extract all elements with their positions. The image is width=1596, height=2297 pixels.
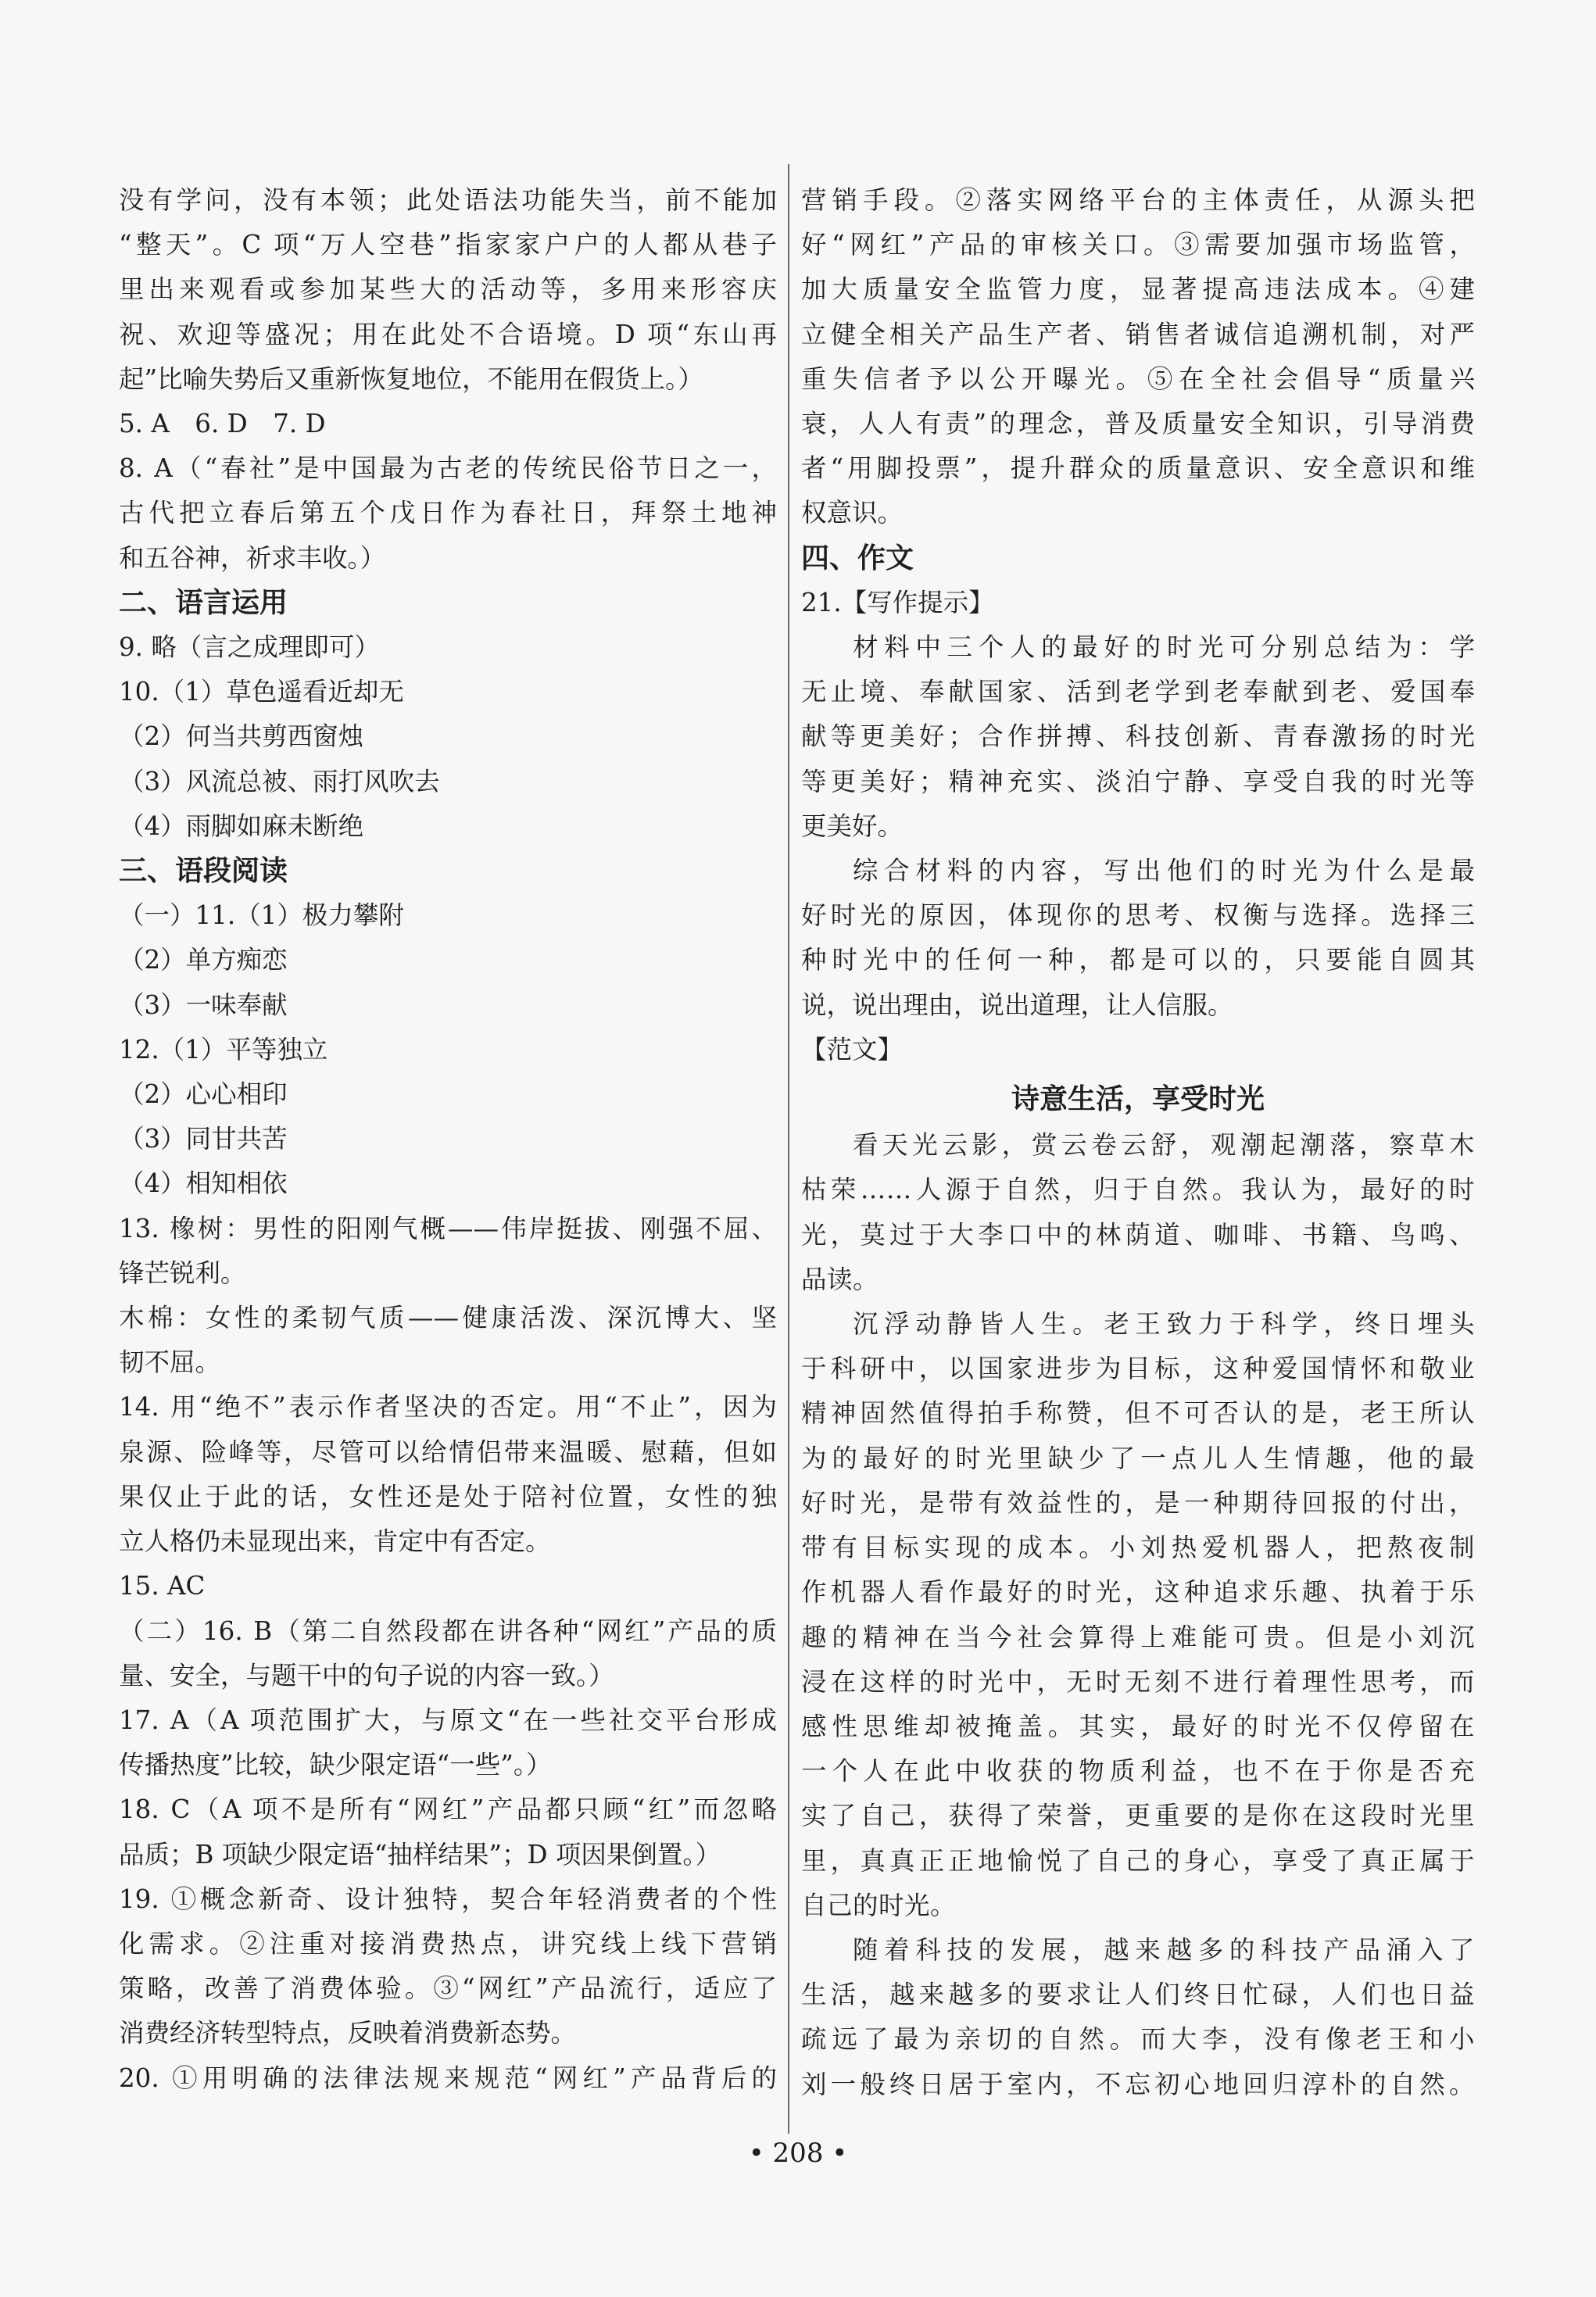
- text-line: 衰，人人有责”的理念，普及质量安全知识，引导消费: [801, 409, 1475, 439]
- answer-5-7: 5. A 6. D 7. D: [119, 409, 326, 439]
- text-line: 材料中三个人的最好的时光可分别总结为：学: [853, 632, 1475, 663]
- text-line: 里，真真正正地愉悦了自己的身心，享受了真正属于: [801, 1845, 1475, 1876]
- text-line: 浸在这样的时光中，无时无刻不进行着理性思考，而: [801, 1666, 1475, 1697]
- text-line: 没有学问，没有本领；此处语法功能失当，前不能加: [119, 185, 777, 215]
- answer-21: 21.【写作提示】: [801, 587, 994, 617]
- answer-19: 19. ①概念新奇、设计独特，契合年轻消费者的个性: [119, 1884, 777, 1914]
- text-line: 趣的精神在当今社会算得上难能可贵。但是小刘沉: [801, 1622, 1475, 1652]
- text-line: 生活，越来越多的要求让人们终日忙碌，人们也日益: [801, 1980, 1475, 2010]
- sample-essay: [801, 1123, 1475, 2106]
- sample-essay-label: 【范文】: [801, 1034, 904, 1064]
- text-line: （3）同甘共苦: [119, 1124, 288, 1154]
- text-line: 加大质量安全监管力度，显著提高违法成本。④建: [801, 274, 1475, 305]
- text-line: 木棉：女性的柔韧气质——健康活泼、深沉博大、坚: [119, 1303, 777, 1333]
- essay-title: 诗意生活，享受时光: [1011, 1083, 1265, 1116]
- text-line: （4）相知相依: [119, 1168, 288, 1199]
- text-line: （2）单方痴恋: [119, 945, 288, 975]
- text-line: 消费经济转型特点，反映着消费新态势。: [119, 2018, 577, 2048]
- text-line: 自己的时光。: [801, 1890, 957, 1920]
- text-line: 立人格仍未显现出来，肯定中有否定。: [119, 1526, 551, 1557]
- text-line: 献等更美好；合作拼搏、科技创新、青春激扬的时光: [801, 721, 1475, 752]
- text-line: 泉源、险峰等，尽管可以给情侣带来温暖、慰藉，但如: [119, 1437, 777, 1467]
- text-line: 古代把立春后第五个戊日作为春社日，拜祭土地神: [119, 498, 777, 528]
- section-heading-3: 三、语段阅读: [119, 855, 288, 888]
- text-line: 为的最好的时光里缺少了一点儿人生情趣，他的最: [801, 1443, 1475, 1473]
- text-line: 无止境、奉献国家、活到老学到老奉献到老、爱国奉: [801, 677, 1475, 707]
- text-line: 好时光的原因，体现你的思考、权衡与选择。选择三: [801, 900, 1475, 931]
- text-line: 化需求。②注重对接消费热点，讲究线上线下营销: [119, 1928, 777, 1959]
- text-line: 说，说出理由，说出道理，让人信服。: [801, 989, 1233, 1020]
- text-line: 精神固然值得拍手称赞，但不可否认的是，老王所认: [801, 1398, 1475, 1429]
- text-line: 带有目标实现的成本。小刘热爱机器人，把熬夜制: [801, 1533, 1475, 1563]
- right-column: [801, 178, 1475, 2107]
- text-line: （3）一味奉献: [119, 989, 288, 1020]
- text-line: 营销手段。②落实网络平台的主体责任，从源头把: [801, 185, 1475, 215]
- text-line: 一个人在此中收获的物质利益，也不在于你是否充: [801, 1756, 1475, 1787]
- answer-12: 12.（1）平等独立: [119, 1034, 328, 1064]
- text-line: 权意识。: [801, 498, 904, 528]
- text-line: 等更美好；精神充实、淡泊宁静、享受自我的时光等: [801, 766, 1475, 796]
- text-line: 随着科技的发展，越来越多的科技产品涌入了: [853, 1934, 1475, 1965]
- answer-9: 9. 略（言之成理即可）: [119, 632, 380, 663]
- text-line: 好时光，是带有效益性的，是一种期待回报的付出，: [801, 1487, 1475, 1518]
- text-line: 种时光中的任何一种，都是可以的，只要能自圆其: [801, 945, 1475, 975]
- answer-14: 14. 用“绝不”表示作者坚决的否定。用“不止”，因为: [119, 1392, 777, 1422]
- text-line: 策略，改善了消费体验。③“网红”产品流行，适应了: [119, 1973, 777, 2004]
- section-heading-4: 四、作文: [801, 542, 914, 574]
- text-line: 实了自己，获得了荣誉，更重要的是你在这段时光里: [801, 1801, 1475, 1831]
- text-line: 综合材料的内容，写出他们的时光为什么是最: [853, 856, 1475, 886]
- text-line: 疏远了最为亲切的自然。而大李，没有像老王和小: [801, 2024, 1475, 2055]
- text-line: 好“网红”产品的审核关口。③需要加强市场监管，: [801, 230, 1475, 260]
- text-line: 起”比喻失势后又重新恢复地位，不能用在假货上。）: [119, 363, 703, 394]
- answer-18: 18. C（A 项不是所有“网红”产品都只顾“红”而忽略: [119, 1794, 777, 1825]
- text-line: 祝、欢迎等盛况；用在此处不合语境。D 项“东山再: [119, 319, 777, 349]
- text-line: 枯荣……人源于自然，归于自然。我认为，最好的时: [801, 1175, 1475, 1205]
- text-line: 作机器人看作最好的时光，这种追求乐趣、执着于乐: [801, 1577, 1475, 1608]
- text-line: 锋芒锐利。: [119, 1258, 246, 1288]
- text-line: （2）心心相印: [119, 1079, 288, 1110]
- text-line: （4）雨脚如麻未断绝: [119, 810, 364, 841]
- text-line: 刘一般终日居于室内，不忘初心地回归淳朴的自然。: [801, 2069, 1475, 2099]
- text-line: 量、安全，与题干中的句子说的内容一致。）: [119, 1660, 614, 1691]
- text-line: 看天光云影，赏云卷云舒，观潮起潮落，察草木: [853, 1130, 1475, 1161]
- text-line: 于科研中，以国家进步为目标，这种爱国情怀和敬业: [801, 1354, 1475, 1384]
- text-line: （3）风流总被、雨打风吹去: [119, 766, 440, 796]
- text-line: 和五谷神，祈求丰收。）: [119, 542, 386, 573]
- text-line: 韧不屈。: [119, 1347, 221, 1378]
- text-line: 果仅止于此的话，女性还是处于陪衬位置，女性的独: [119, 1481, 777, 1512]
- text-line: “整天”。C 项“万人空巷”指家家户户的人都从巷子: [119, 230, 777, 260]
- page-number: • 208 •: [748, 2138, 848, 2169]
- answer-20: 20. ①用明确的法律法规来规范“网红”产品背后的: [119, 2063, 777, 2093]
- answer-8: 8. A（“春社”是中国最为古老的传统民俗节日之一，: [119, 453, 777, 484]
- text-line: 更美好。: [801, 810, 904, 841]
- answer-16: （二）16. B（第二自然段都在讲各种“网红”产品的质: [119, 1615, 777, 1646]
- text-line: 品读。: [801, 1264, 879, 1294]
- left-column: [119, 178, 777, 2101]
- text-line: 沉浮动静皆人生。老王致力于科学，终日埋头: [853, 1309, 1475, 1340]
- text-line: 里出来观看或参加某些大的活动等，多用来形容庆: [119, 274, 777, 305]
- text-line: 品质；B 项缺少限定语“抽样结果”；D 项因果倒置。）: [119, 1839, 721, 1869]
- answer-15: 15. AC: [119, 1571, 206, 1601]
- text-line: 感性思维却被掩盖。其实，最好的时光不仅停留在: [801, 1711, 1475, 1741]
- text-line: 者“用脚投票”，提升群众的质量意识、安全意识和维: [801, 453, 1475, 484]
- answer-11: （一）11.（1）极力攀附: [119, 900, 404, 931]
- text-line: （2）何当共剪西窗烛: [119, 721, 364, 752]
- column-divider: [788, 164, 789, 2134]
- answer-10: 10.（1）草色遥看近却无: [119, 677, 404, 707]
- text-line: 重失信者予以公开曝光。⑤在全社会倡导“质量兴: [801, 363, 1475, 394]
- section-heading-2: 二、语言运用: [119, 586, 288, 619]
- answer-17: 17. A（A 项范围扩大，与原文“在一些社交平台形成: [119, 1705, 777, 1735]
- text-line: 光，莫过于大李口中的林荫道、咖啡、书籍、鸟鸣、: [801, 1219, 1475, 1250]
- answer-13: 13. 橡树：男性的阳刚气概——伟岸挺拔、刚强不屈、: [119, 1213, 777, 1243]
- text-line: 传播热度”比较，缺少限定语“一些”。）: [119, 1750, 552, 1780]
- text-line: 立健全相关产品生产者、销售者诚信追溯机制，对严: [801, 319, 1475, 349]
